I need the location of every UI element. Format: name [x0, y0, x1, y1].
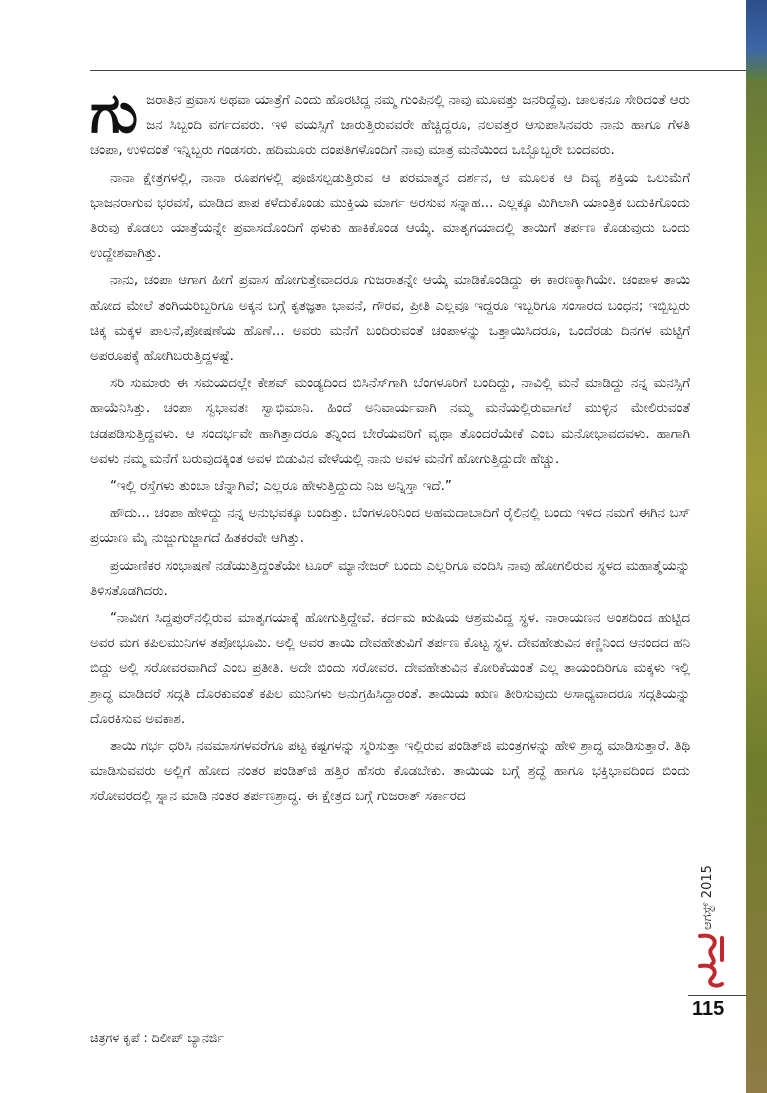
page-number-rule — [688, 995, 746, 996]
drop-cap: ಗು — [90, 80, 139, 146]
top-rule — [90, 70, 746, 71]
paragraph-3: ನಾನು, ಚಂಪಾ ಆಗಾಗ ಹೀಗೆ ಪ್ರವಾಸ ಹೋಗುತ್ತೇವಾದರೂ ಗುಜರಾತನ್ನೇ ಆಯ್ಕೆ ಮಾಡಿಕೊಂಡಿದ್ದು ಈ ಕಾರಣಕ್ಕಾಗಿಯೇ. ಚಂಪಾಳ ತಾಯಿ ಹೋದ ಮೇಲೆ ತಂಗಿಯರಿಬ್ಬರಿಗೂ ಅಕ್ಕನ ಬಗ್ಗೆ ಕೃತಜ್ಞತಾ ಭಾವನೆ, ಗೌರವ, ಪ್ರೀತಿ ಎಲ್ಲವೂ ಇದ್ದರೂ ಇಬ್ಬರಿಗೂ ಸಂಸಾರದ ಬಂಧನ; ಇಬ್ಬಿಬ್ಬರು ಚಿಕ್ಕ ಮಕ್ಕಳ ಪಾಲನೆ,ಪೋಷಣೆಯ ಹೊಣೆ... ಅವರು ಮನೆಗೆ ಬಂದಿರುವಂತೆ ಚಂಪಾಳನ್ನು ಒತ್ತಾಯಿಸಿದರೂ, ಒಂದೆರಡು ದಿನಗಳ ಮಟ್ಟಿಗೆ ಅಪರೂಪಕ್ಕೆ ಹೋಗಿಬರುತ್ತಿದ್ದಳಷ್ಟೆ. — [90, 273, 690, 365]
paragraph-2: ನಾನಾ ಕ್ಷೇತ್ರಗಳಲ್ಲಿ, ನಾನಾ ರೂಪಗಳಲ್ಲಿ ಪೂಜಿಸಲ್ಪಡುತ್ತಿರುವ ಆ ಪರಮಾತ್ಮನ ದರ್ಶನ, ಆ ಮೂಲಕ ಆ ದಿವ್ಯ ಶಕ್ತಿಯ ಒಲುಮೆಗೆ ಭಾಜನರಾಗುವ ಭರವಸೆ, ಮಾಡಿದ ಪಾಪ ಕಳೆದುಕೊಂಡು ಮುಕ್ತಿಯ ಮಾರ್ಗ ಅರಸುವ ಸನ್ನಾಹ... ಎಲ್ಲಕ್ಕೂ ಮಿಗಿಲಾಗಿ ಯಾಂತ್ರಿಕ ಬದುಕಿಗೊಂದು ತಿರುವು ಕೊಡಲು ಯಾತ್ರೆಯನ್ನೇ ಪ್ರವಾಸದೊಂದಿಗೆ ಥಳುಕು ಹಾಕಿಕೊಂಡ ಆಯ್ಕೆ. ಮಾತೃಗಯಾದಲ್ಲಿ ತಾಯಿಗೆ ತರ್ಪಣ ಕೊಡುವುದು ಒಂದು ಉದ್ದೇಶವಾಗಿತ್ತು. — [90, 170, 690, 262]
paragraph-5-quote: “ಇಲ್ಲಿ ರಸ್ತೆಗಳು ತುಂಬಾ ಚೆನ್ನಾಗಿವೆ; ಎಲ್ಲರೂ ಹೇಳುತ್ತಿದ್ದುದು ನಿಜ ಅನ್ನಿಸ್ತಾ ಇದೆ.” — [110, 479, 452, 495]
photo-credit: ಚಿತ್ರಗಳ ಕೃಪೆ : ದಿಲೀಪ್ ಬ್ಯಾನರ್ಜಿ — [90, 1030, 224, 1045]
mayura-logo — [692, 930, 732, 990]
issue-date: ಆಗಸ್ಟ್ 2015 — [700, 865, 715, 930]
paragraph-text: ಜರಾತಿನ ಪ್ರವಾಸ ಅಥವಾ ಯಾತ್ರೆಗೆ ಎಂದು ಹೊರಟಿದ್ದ ನಮ್ಮ ಗುಂಪಿನಲ್ಲಿ ನಾವು ಮೂವತ್ತು ಜನರಿದ್ದೆವು. ಚಾಲಕನೂ ಸೇರಿದಂತೆ ಆರು ಜನ ಸಿಬ್ಬಂದಿ ವರ್ಗದವರು. ಇಳಿ ವಯಸ್ಸಿಗೆ ಜಾರುತ್ತಿರುವವರೇ ಹೆಚ್ಚಿದ್ದರೂ, ನಲವತ್ತರ ಆಸುಪಾಸಿನವರು ನಾನು ಹಾಗೂ ಗೆಳತಿ ಚಂಪಾ, ಉಳಿದಂತೆ ಇನ್ನಿಬ್ಬರು ಗಂಡಸರು. ಹದಿಮೂರು ದಂಪತಿಗಳೊಂದಿಗೆ ನಾವು ಮಾತ್ರ ಮನೆಯಿಂದ ಒಬ್ಬೊಬ್ಬರೇ ಬಂದವರು. — [90, 93, 690, 159]
edge-photo-strip — [746, 0, 767, 1093]
article-body — [90, 80, 690, 812]
paragraph-8: “ನಾವೀಗ ಸಿದ್ದಪುರ್‌ನಲ್ಲಿರುವ ಮಾತೃಗಯಾಕ್ಕೆ ಹೋಗುತ್ತಿದ್ದೇವೆ. ಕರ್ದಮ ಋಷಿಯ ಆಶ್ರಮವಿದ್ದ ಸ್ಥಳ. ನಾರಾಯಣನ ಅಂಶದಿಂದ ಹುಟ್ಟಿದ ಅವರ ಮಗ ಕಪಿಲಮುನಿಗಳ ತಪೋಭೂಮಿ. ಅಲ್ಲಿ ಅವರ ತಾಯಿ ದೇವಹೇತುವಿಗೆ ತರ್ಪಣ ಕೊಟ್ಟ ಸ್ಥಳ. ದೇವಹೇತುವಿನ ಕಣ್ಣಿನಿಂದ ಆನಂದದ ಹನಿ ಬಿದ್ದು ಅಲ್ಲಿ ಸರೋವರವಾಗಿದೆ ಎಂಬ ಪ್ರತೀತಿ. ಅದೇ ಬಿಂದು ಸರೋವರ. ದೇವಹೇತುವಿನ ಕೋರಿಕೆಯಂತೆ ಎಲ್ಲ ತಾಯಂದಿರಿಗೂ ಮಕ್ಕಳು ಇಲ್ಲಿ ಶ್ರಾದ್ಧ ಮಾಡಿದರೆ ಸದ್ಗತಿ ದೊರಕುವಂತೆ ಕಪಿಲ ಮುನಿಗಳು ಅನುಗ್ರಹಿಸಿದ್ದಾರಂತೆ. ತಾಯಿಯ ಋಣ ತೀರಿಸುವುದು ಅಸಾಧ್ಯವಾದರೂ ಸದ್ಗತಿಯನ್ನು ದೊರಕಿಸುವ ಅವಕಾಶ. — [90, 611, 690, 727]
paragraph-6: ಹೌದು... ಚಂಪಾ ಹೇಳಿದ್ದು ನನ್ನ ಅನುಭವಕ್ಕೂ ಬಂದಿತ್ತು. ಬೆಂಗಳೂರಿನಿಂದ ಅಹಮದಾಬಾದಿಗೆ ರೈಲಿನಲ್ಲಿ ಬಂದು ಇಳಿದ ನಮಗೆ ಈಗಿನ ಬಸ್ ಪ್ರಯಾಣ ಮೈ ನುಜ್ಜುಗುಜ್ಜಾಗದೆ ಹಿತಕರವೇ ಆಗಿತ್ತು. — [90, 506, 690, 547]
paragraph-9: ತಾಯಿ ಗರ್ಭ ಧರಿಸಿ ನವಮಾಸಗಳವರೆಗೂ ಪಟ್ಟ ಕಷ್ಟಗಳನ್ನು ಸ್ಮರಿಸುತ್ತಾ ಇಲ್ಲಿರುವ ಪಂಡಿತ್‌ಜಿ ಮಂತ್ರಗಳನ್ನು ಹೇಳಿ ಶ್ರಾದ್ಧ ಮಾಡಿಸುತ್ತಾರೆ. ತಿಥಿ ಮಾಡಿಸುವವರು ಅಲ್ಲಿಗೆ ಹೋದ ನಂತರ ಪಂಡಿತ್‌ಜಿ ಹತ್ತಿರ ಹೆಸರು ಕೊಡಬೇಕು. ತಾಯಿಯ ಬಗ್ಗೆ ಶ್ರದ್ಧೆ ಹಾಗೂ ಭಕ್ತಿಭಾವದಿಂದ ಬಿಂದು ಸರೋವರದಲ್ಲಿ ಸ್ನಾನ ಮಾಡಿ ನಂತರ ತರ್ಪಣಶ್ರಾದ್ಧ. ಈ ಕ್ಷೇತ್ರದ ಬಗ್ಗೆ ಗುಜರಾತ್ ಸರ್ಕಾರದ — [90, 739, 690, 805]
paragraph-7: ಪ್ರಯಾಣಿಕರ ಸಂಭಾಷಣೆ ನಡೆಯುತ್ತಿದ್ದಂತೆಯೇ ಟೂರ್ ಮ್ಯಾನೇಜರ್ ಬಂದು ಎಲ್ಲರಿಗೂ ವಂದಿಸಿ ನಾವು ಹೋಗಲಿರುವ ಸ್ಥಳದ ಮಹಾತ್ಮೆಯನ್ನು ತಿಳಿಸತೊಡಗಿದರು. — [90, 558, 690, 599]
page-number: 115 — [692, 998, 725, 1020]
paragraph-1 — [90, 80, 690, 164]
paragraph-4: ಸರಿ ಸುಮಾರು ಈ ಸಮಯದಲ್ಲೇ ಕೇಶವ್ ಮಂಡ್ಯದಿಂದ ಬಿಸಿನೆಸ್‌ಗಾಗಿ ಬೆಂಗಳೂರಿಗೆ ಬಂದಿದ್ದು, ನಾವಿಲ್ಲಿ ಮನೆ ಮಾಡಿದ್ದು ನನ್ನ ಮನಸ್ಸಿಗೆ ಹಾಯೆನಿಸಿತ್ತು. ಚಂಪಾ ಸ್ವಭಾವತಃ ಸ್ವಾಭಿಮಾನಿ. ಹಿಂದೆ ಅನಿವಾರ್ಯವಾಗಿ ನಮ್ಮ ಮನೆಯಲ್ಲಿರುವಾಗಲೆ ಮುಳ್ಳಿನ ಮೇಲಿರುವಂತೆ ಚಡಪಡಿಸುತ್ತಿದ್ದವಳು. ಆ ಸಂದರ್ಭವೇ ಹಾಗಿತ್ತಾದರೂ ತನ್ನಿಂದ ಬೇರೆಯವರಿಗೆ ವೃಥಾ ತೊಂದರೆಯೇಕೆ ಎಂಬ ಮನೋಭಾವದವಳು. ಹಾಗಾಗಿ ಅವಳು ನಮ್ಮ ಮನೆಗೆ ಬರುವುದಕ್ಕಿಂತ ಅವಳ ಬಿಡುವಿನ ವೇಳೆಯಲ್ಲಿ ನಾನು ಅವಳ ಮನೆಗೆ ಹೋಗುತ್ತಿದ್ದುದೇ ಹೆಚ್ಚು. — [90, 376, 690, 467]
edge-photo-sky — [746, 0, 767, 80]
